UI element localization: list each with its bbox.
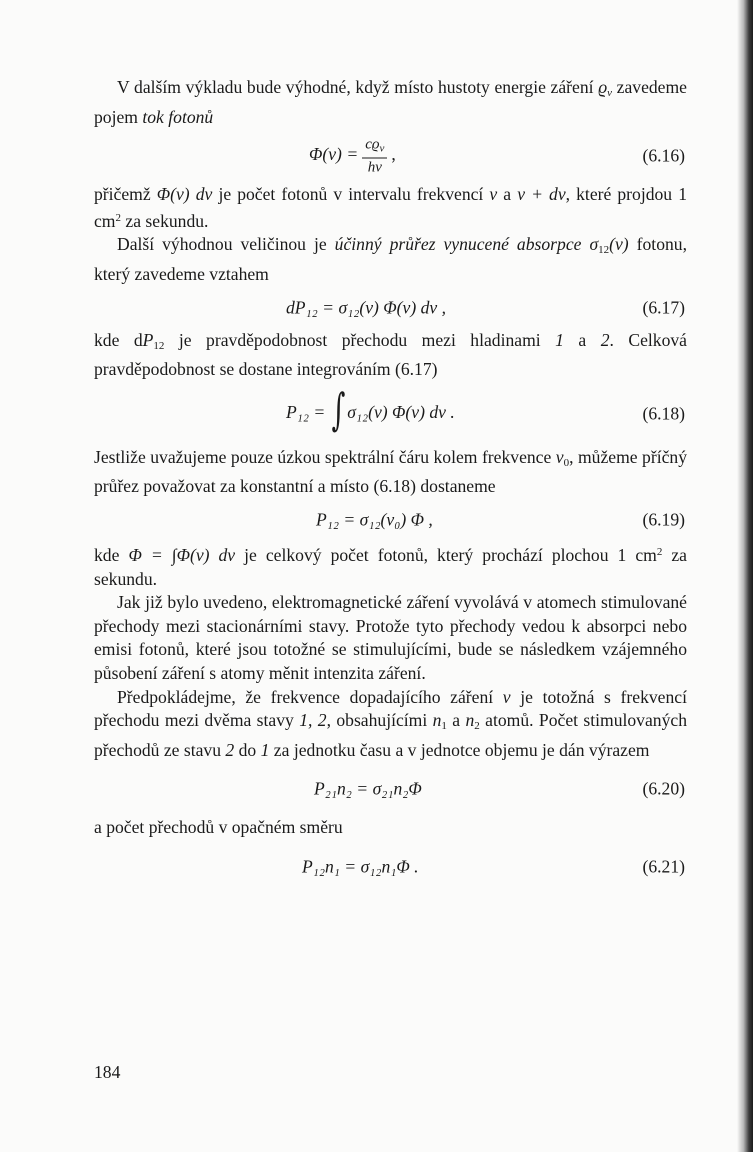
equation-formula: P₂₁n₂ = σ₂₁n₂Φ xyxy=(314,778,422,799)
symbol-sigma: σ xyxy=(589,234,599,255)
subscript: 12 xyxy=(153,339,165,352)
subscript: 1 xyxy=(441,720,447,733)
equation-6-18 xyxy=(94,382,687,446)
equation-number: (6.17) xyxy=(642,297,685,318)
text: za jednotku času a v jednotce objemu je dán výrazem xyxy=(269,739,650,760)
equation-6-20 xyxy=(94,762,687,816)
text: kde d xyxy=(94,329,143,350)
equation-number: (6.19) xyxy=(642,509,685,530)
subscript: 12 xyxy=(598,244,610,257)
text: je počet fotonů v intervalu frekvencí xyxy=(212,184,490,205)
equation-6-21 xyxy=(94,840,687,894)
integral-sign: ∫ xyxy=(331,384,346,436)
page-edge-shadow xyxy=(737,0,753,1152)
text: kde xyxy=(94,544,129,565)
equation-6-17 xyxy=(94,287,687,329)
text: Další výhodnou veličinou je xyxy=(117,234,335,255)
symbol: P xyxy=(142,329,154,350)
paragraph-assumption xyxy=(94,686,687,763)
text: zavedeme pojem xyxy=(94,77,687,127)
text: za sekundu. xyxy=(121,210,209,231)
symbol: ν + dν xyxy=(517,184,566,205)
fraction xyxy=(362,136,387,177)
equation-number: (6.21) xyxy=(642,856,685,877)
equation-formula xyxy=(309,136,396,177)
fraction-numerator xyxy=(362,136,387,159)
text: V dalším výkladu bude výhodné, když místo hustoty energie záření xyxy=(117,77,599,97)
subscript: 2 xyxy=(474,720,480,733)
equation-formula: dP₁₂ = σ₁₂(ν) Φ(ν) dν , xyxy=(286,297,447,318)
superscript: 2 xyxy=(656,545,663,558)
paragraph-total-photons xyxy=(94,541,687,591)
equation-6-19 xyxy=(94,499,687,541)
text: za sekundu. xyxy=(94,544,687,589)
text: do xyxy=(234,739,261,760)
text: fotonu, který zavedeme vztahem xyxy=(94,234,687,284)
equation-lhs: P₁₂ = xyxy=(286,401,326,422)
page-body xyxy=(94,76,687,894)
subscript: 0 xyxy=(563,456,570,469)
paragraph-photon-flux xyxy=(94,76,687,129)
symbol: Φ(ν) dν xyxy=(156,184,213,205)
paragraph-definition xyxy=(94,183,687,233)
paragraph-opposite-direction: a počet přechodů v opačném směru xyxy=(94,817,343,838)
paragraph-cross-section xyxy=(94,233,687,286)
equation-lhs: Φ(ν) = xyxy=(309,144,359,165)
text: , které projdou 1 cm xyxy=(94,184,687,231)
text: . Celková pravděpodobnost se dostane integrováním (6.17) xyxy=(94,329,687,380)
emphasis-term: tok fotonů xyxy=(142,106,214,127)
text: atomů. Počet stimulovaných přechodů ze stavu xyxy=(94,710,687,760)
text: je totožná s frekvencí přechodu mezi dvěma stavy xyxy=(94,686,687,731)
level-label: 1 xyxy=(555,329,564,350)
subscript: ν xyxy=(379,142,385,155)
text: je pravděpodobnost přechodu mezi hladinami xyxy=(164,329,556,350)
symbol-n: n xyxy=(432,710,442,731)
text: , obsahujícími xyxy=(326,710,433,731)
equation-number: (6.16) xyxy=(642,145,685,166)
equation-formula: P₁₂ = σ₁₂(ν₀) Φ , xyxy=(316,509,433,530)
symbol-rho: ϱ xyxy=(598,77,608,97)
level-label: 2 xyxy=(600,329,610,350)
state-label: 1 xyxy=(260,739,270,760)
state-label: 2 xyxy=(225,739,235,760)
equation-6-16 xyxy=(94,129,687,183)
equation-rhs: σ₁₂(ν) Φ(ν) dν . xyxy=(347,401,455,422)
equation-number: (6.20) xyxy=(642,778,685,799)
symbol-nu: ν xyxy=(489,184,498,205)
equation-formula xyxy=(286,384,455,439)
equation-formula: P₁₂n₁ = σ₁₂n₁Φ . xyxy=(302,856,419,877)
fraction-denominator: hν xyxy=(367,159,382,176)
symbol: (ν) xyxy=(609,234,629,255)
text: Jestliže uvažujeme pouze úzkou spektrální čáru kolem frekvence xyxy=(94,446,556,467)
text: a xyxy=(446,710,466,731)
text: , můžeme příčný průřez považovat za konstantní a místo (6.18) dostaneme xyxy=(94,446,687,497)
page-number: 184 xyxy=(94,1062,121,1082)
emphasis-term: účinný průřez vynucené absorpce xyxy=(334,234,582,255)
superscript: 2 xyxy=(115,211,121,224)
paragraph-stimulated-transitions: Jak již bylo uvedeno, elektromagnetické záření vyvolává v atomech stimulované přechody mezi stacionárními stavy. Protože tyto přechody vedou k absorpci nebo emisi fotonů, které jsou totožné se stimulujícími, bude se následkem vzájemného působení záření s atomy měnit intenzita záření. xyxy=(94,592,687,683)
text: je celkový počet fotonů, který prochází plochou 1 cm xyxy=(235,544,657,565)
subscript: ν xyxy=(607,87,613,99)
text: a xyxy=(563,329,601,350)
text: a xyxy=(497,184,518,205)
paragraph-probability xyxy=(94,329,687,382)
text: přičemž xyxy=(94,184,157,205)
symbol: Φ = ∫Φ(ν) dν xyxy=(128,544,236,565)
symbol-nu: ν xyxy=(555,446,564,467)
symbol-nu: ν xyxy=(502,686,511,707)
text: Předpokládejme, že frekvence dopadajícího záření xyxy=(117,686,503,707)
numerator-text: cϱ xyxy=(365,136,380,153)
state-labels: 1, 2 xyxy=(299,710,327,731)
symbol-n: n xyxy=(465,710,475,731)
paragraph-narrow-line xyxy=(94,446,687,499)
equation-number: (6.18) xyxy=(642,403,685,424)
punctuation: , xyxy=(391,144,396,165)
